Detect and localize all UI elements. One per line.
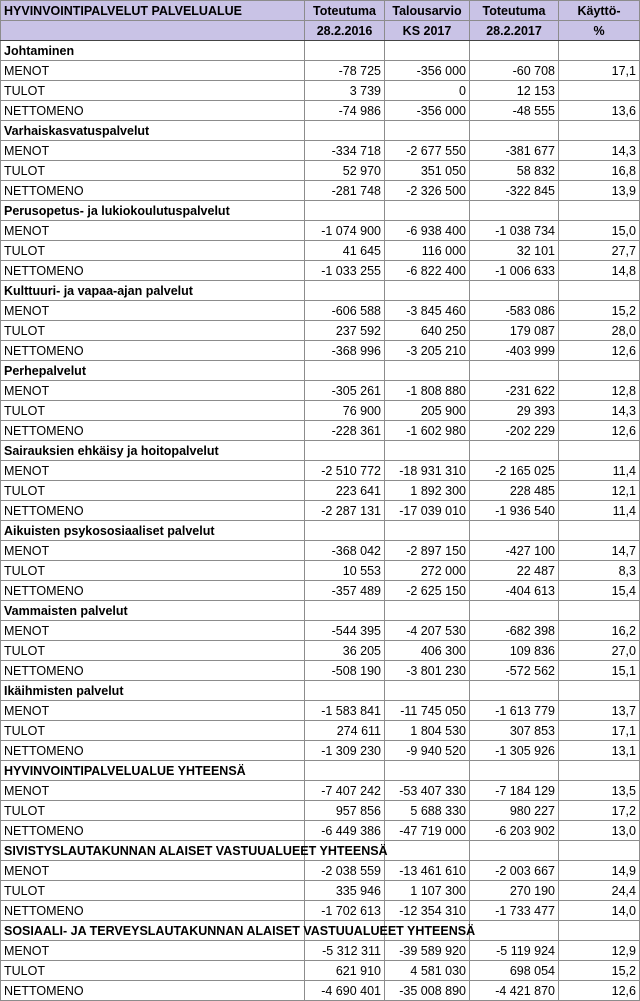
table-row xyxy=(1,321,640,341)
usage-percent-cell: 13,7 xyxy=(559,701,640,721)
table-row xyxy=(1,701,640,721)
header-col-actual-2016: Toteutuma xyxy=(305,1,385,21)
budget-2017-cell: -3 205 210 xyxy=(385,341,470,361)
table-row xyxy=(1,381,640,401)
row-label: MENOT xyxy=(1,941,305,961)
row-label: MENOT xyxy=(1,61,305,81)
row-label: MENOT xyxy=(1,141,305,161)
actual-2017-cell: -427 100 xyxy=(470,541,559,561)
table-row xyxy=(1,101,640,121)
usage-percent-cell: 15,1 xyxy=(559,661,640,681)
empty-cell xyxy=(385,441,470,461)
empty-cell xyxy=(470,841,559,861)
empty-cell xyxy=(305,41,385,61)
actual-2017-cell: 179 087 xyxy=(470,321,559,341)
empty-cell xyxy=(305,681,385,701)
usage-percent-cell: 24,4 xyxy=(559,881,640,901)
actual-2017-cell: -60 708 xyxy=(470,61,559,81)
empty-cell xyxy=(470,681,559,701)
row-label: TULOT xyxy=(1,401,305,421)
budget-2017-cell: -35 008 890 xyxy=(385,981,470,1001)
usage-percent-cell: 27,7 xyxy=(559,241,640,261)
usage-percent-cell: 13,0 xyxy=(559,821,640,841)
actual-2017-cell: -202 229 xyxy=(470,421,559,441)
actual-2017-cell: -404 613 xyxy=(470,581,559,601)
empty-cell xyxy=(559,841,640,861)
section-title: Sairauksien ehkäisy ja hoitopalvelut xyxy=(1,441,305,461)
usage-percent-cell: 15,0 xyxy=(559,221,640,241)
section-row xyxy=(1,921,640,941)
actual-2017-cell: -381 677 xyxy=(470,141,559,161)
section-title: HYVINVOINTIPALVELUALUE YHTEENSÄ xyxy=(1,761,305,781)
row-label: TULOT xyxy=(1,161,305,181)
empty-cell xyxy=(385,361,470,381)
table-row xyxy=(1,621,640,641)
empty-cell xyxy=(559,681,640,701)
table-row xyxy=(1,741,640,761)
header-row-2 xyxy=(1,21,640,41)
row-label: TULOT xyxy=(1,801,305,821)
row-label: MENOT xyxy=(1,621,305,641)
actual-2016-cell: -1 309 230 xyxy=(305,741,385,761)
header-date-2016: 28.2.2016 xyxy=(305,21,385,41)
actual-2016-cell: 41 645 xyxy=(305,241,385,261)
usage-percent-cell: 15,2 xyxy=(559,961,640,981)
usage-percent-cell: 13,6 xyxy=(559,101,640,121)
header-percent: % xyxy=(559,21,640,41)
table-row xyxy=(1,301,640,321)
row-label: MENOT xyxy=(1,701,305,721)
actual-2017-cell: -2 003 667 xyxy=(470,861,559,881)
table-row xyxy=(1,261,640,281)
section-row xyxy=(1,361,640,381)
usage-percent-cell: 16,8 xyxy=(559,161,640,181)
actual-2016-cell: -368 996 xyxy=(305,341,385,361)
table-row xyxy=(1,881,640,901)
table-row xyxy=(1,181,640,201)
usage-percent-cell: 12,6 xyxy=(559,341,640,361)
actual-2017-cell: -403 999 xyxy=(470,341,559,361)
actual-2016-cell: -606 588 xyxy=(305,301,385,321)
actual-2016-cell: -1 702 613 xyxy=(305,901,385,921)
actual-2016-cell: -4 690 401 xyxy=(305,981,385,1001)
actual-2016-cell: -78 725 xyxy=(305,61,385,81)
actual-2017-cell: -1 733 477 xyxy=(470,901,559,921)
table-row xyxy=(1,861,640,881)
budget-2017-cell: -356 000 xyxy=(385,101,470,121)
actual-2017-cell: 109 836 xyxy=(470,641,559,661)
table-row xyxy=(1,901,640,921)
empty-cell xyxy=(559,601,640,621)
usage-percent-cell: 14,3 xyxy=(559,141,640,161)
usage-percent-cell: 12,1 xyxy=(559,481,640,501)
empty-cell xyxy=(385,761,470,781)
actual-2016-cell: -1 583 841 xyxy=(305,701,385,721)
row-label: NETTOMENO xyxy=(1,421,305,441)
actual-2017-cell: 58 832 xyxy=(470,161,559,181)
actual-2016-cell: 52 970 xyxy=(305,161,385,181)
actual-2016-cell: -2 287 131 xyxy=(305,501,385,521)
usage-percent-cell: 13,5 xyxy=(559,781,640,801)
section-row xyxy=(1,841,640,861)
table-row xyxy=(1,421,640,441)
table-row xyxy=(1,721,640,741)
empty-cell xyxy=(385,281,470,301)
empty-cell xyxy=(385,841,470,861)
empty-cell xyxy=(385,121,470,141)
actual-2016-cell: 76 900 xyxy=(305,401,385,421)
usage-percent-cell: 17,2 xyxy=(559,801,640,821)
header-col-actual-2017: Toteutuma xyxy=(470,1,559,21)
actual-2017-cell: -4 421 870 xyxy=(470,981,559,1001)
actual-2016-cell: -2 510 772 xyxy=(305,461,385,481)
actual-2016-cell: 223 641 xyxy=(305,481,385,501)
section-title: SIVISTYSLAUTAKUNNAN ALAISET VASTUUALUEET YHTEENSÄ xyxy=(1,841,305,861)
section-row xyxy=(1,201,640,221)
actual-2017-cell: -48 555 xyxy=(470,101,559,121)
actual-2016-cell: 621 910 xyxy=(305,961,385,981)
section-row xyxy=(1,281,640,301)
budget-table-body xyxy=(1,1,640,1001)
actual-2017-cell: 22 487 xyxy=(470,561,559,581)
empty-cell xyxy=(385,41,470,61)
usage-percent-cell xyxy=(559,81,640,101)
actual-2016-cell: -305 261 xyxy=(305,381,385,401)
budget-2017-cell: -13 461 610 xyxy=(385,861,470,881)
empty-cell xyxy=(470,281,559,301)
actual-2017-cell: -682 398 xyxy=(470,621,559,641)
actual-2017-cell: 980 227 xyxy=(470,801,559,821)
row-label: NETTOMENO xyxy=(1,981,305,1001)
budget-2017-cell: -2 677 550 xyxy=(385,141,470,161)
header-area-title: HYVINVOINTIPALVELUT PALVELUALUE xyxy=(1,1,305,21)
budget-2017-cell: 4 581 030 xyxy=(385,961,470,981)
empty-cell xyxy=(470,41,559,61)
actual-2017-cell: -1 613 779 xyxy=(470,701,559,721)
budget-2017-cell: 640 250 xyxy=(385,321,470,341)
empty-cell xyxy=(470,441,559,461)
table-row xyxy=(1,221,640,241)
budget-2017-cell: -356 000 xyxy=(385,61,470,81)
table-row xyxy=(1,341,640,361)
actual-2017-cell: 228 485 xyxy=(470,481,559,501)
empty-cell xyxy=(470,521,559,541)
table-row xyxy=(1,541,640,561)
usage-percent-cell: 14,0 xyxy=(559,901,640,921)
budget-2017-cell: -1 808 880 xyxy=(385,381,470,401)
budget-2017-cell: -39 589 920 xyxy=(385,941,470,961)
empty-cell xyxy=(470,201,559,221)
empty-cell xyxy=(470,601,559,621)
actual-2017-cell: -1 038 734 xyxy=(470,221,559,241)
budget-2017-cell: -2 897 150 xyxy=(385,541,470,561)
actual-2016-cell: -357 489 xyxy=(305,581,385,601)
actual-2017-cell: -1 936 540 xyxy=(470,501,559,521)
actual-2017-cell: -5 119 924 xyxy=(470,941,559,961)
empty-cell xyxy=(559,41,640,61)
actual-2017-cell: -1 305 926 xyxy=(470,741,559,761)
actual-2017-cell: -572 562 xyxy=(470,661,559,681)
row-label: NETTOMENO xyxy=(1,581,305,601)
actual-2017-cell: -7 184 129 xyxy=(470,781,559,801)
empty-cell xyxy=(559,761,640,781)
actual-2016-cell: -7 407 242 xyxy=(305,781,385,801)
empty-cell xyxy=(385,681,470,701)
actual-2017-cell: -1 006 633 xyxy=(470,261,559,281)
table-row xyxy=(1,81,640,101)
usage-percent-cell: 15,4 xyxy=(559,581,640,601)
empty-cell xyxy=(559,521,640,541)
usage-percent-cell: 11,4 xyxy=(559,461,640,481)
actual-2016-cell: -544 395 xyxy=(305,621,385,641)
table-row xyxy=(1,641,640,661)
header-col-usage: Käyttö- xyxy=(559,1,640,21)
table-row xyxy=(1,941,640,961)
actual-2017-cell: -2 165 025 xyxy=(470,461,559,481)
actual-2016-cell: -368 042 xyxy=(305,541,385,561)
empty-cell xyxy=(305,521,385,541)
usage-percent-cell: 14,7 xyxy=(559,541,640,561)
budget-2017-cell: -6 938 400 xyxy=(385,221,470,241)
actual-2016-cell: -334 718 xyxy=(305,141,385,161)
section-row xyxy=(1,121,640,141)
row-label: TULOT xyxy=(1,481,305,501)
usage-percent-cell: 14,8 xyxy=(559,261,640,281)
section-row xyxy=(1,41,640,61)
budget-2017-cell: -47 719 000 xyxy=(385,821,470,841)
section-row xyxy=(1,681,640,701)
budget-2017-cell: -6 822 400 xyxy=(385,261,470,281)
actual-2017-cell: 29 393 xyxy=(470,401,559,421)
row-label: MENOT xyxy=(1,461,305,481)
table-row xyxy=(1,661,640,681)
actual-2016-cell: -1 033 255 xyxy=(305,261,385,281)
row-label: MENOT xyxy=(1,221,305,241)
budget-2017-cell: 351 050 xyxy=(385,161,470,181)
empty-cell xyxy=(305,361,385,381)
table-row xyxy=(1,161,640,181)
usage-percent-cell: 14,9 xyxy=(559,861,640,881)
budget-2017-cell: 1 804 530 xyxy=(385,721,470,741)
row-label: NETTOMENO xyxy=(1,661,305,681)
row-label: MENOT xyxy=(1,781,305,801)
usage-percent-cell: 17,1 xyxy=(559,61,640,81)
actual-2017-cell: -6 203 902 xyxy=(470,821,559,841)
section-title: Perusopetus- ja lukiokoulutuspalvelut xyxy=(1,201,305,221)
actual-2017-cell: 270 190 xyxy=(470,881,559,901)
actual-2016-cell: 274 611 xyxy=(305,721,385,741)
usage-percent-cell: 28,0 xyxy=(559,321,640,341)
table-row xyxy=(1,141,640,161)
row-label: NETTOMENO xyxy=(1,181,305,201)
row-label: MENOT xyxy=(1,861,305,881)
usage-percent-cell: 17,1 xyxy=(559,721,640,741)
empty-cell xyxy=(305,121,385,141)
usage-percent-cell: 13,1 xyxy=(559,741,640,761)
table-row xyxy=(1,241,640,261)
actual-2017-cell: -583 086 xyxy=(470,301,559,321)
row-label: TULOT xyxy=(1,961,305,981)
budget-2017-cell: -3 845 460 xyxy=(385,301,470,321)
header-col-budget-2017: Talousarvio xyxy=(385,1,470,21)
row-label: TULOT xyxy=(1,881,305,901)
table-row xyxy=(1,781,640,801)
actual-2016-cell: -2 038 559 xyxy=(305,861,385,881)
usage-percent-cell: 12,6 xyxy=(559,981,640,1001)
empty-cell xyxy=(305,761,385,781)
actual-2016-cell: -74 986 xyxy=(305,101,385,121)
section-title: Aikuisten psykososiaaliset palvelut xyxy=(1,521,305,541)
budget-2017-cell: 1 892 300 xyxy=(385,481,470,501)
header-row-1 xyxy=(1,1,640,21)
budget-2017-cell: -1 602 980 xyxy=(385,421,470,441)
actual-2016-cell: 36 205 xyxy=(305,641,385,661)
usage-percent-cell: 11,4 xyxy=(559,501,640,521)
empty-cell xyxy=(559,921,640,941)
table-row xyxy=(1,461,640,481)
usage-percent-cell: 14,3 xyxy=(559,401,640,421)
table-row xyxy=(1,501,640,521)
actual-2016-cell: 10 553 xyxy=(305,561,385,581)
row-label: TULOT xyxy=(1,321,305,341)
row-label: MENOT xyxy=(1,381,305,401)
actual-2016-cell: -228 361 xyxy=(305,421,385,441)
empty-cell xyxy=(385,201,470,221)
header-ks-2017: KS 2017 xyxy=(385,21,470,41)
actual-2016-cell: -1 074 900 xyxy=(305,221,385,241)
row-label: TULOT xyxy=(1,641,305,661)
budget-2017-cell: 205 900 xyxy=(385,401,470,421)
empty-cell xyxy=(470,361,559,381)
usage-percent-cell: 27,0 xyxy=(559,641,640,661)
actual-2017-cell: 698 054 xyxy=(470,961,559,981)
section-title: Ikäihmisten palvelut xyxy=(1,681,305,701)
empty-cell xyxy=(470,921,559,941)
actual-2017-cell: 32 101 xyxy=(470,241,559,261)
empty-cell xyxy=(305,441,385,461)
row-label: TULOT xyxy=(1,561,305,581)
empty-cell xyxy=(305,201,385,221)
row-label: NETTOMENO xyxy=(1,261,305,281)
section-row xyxy=(1,601,640,621)
budget-2017-cell: -4 207 530 xyxy=(385,621,470,641)
budget-2017-cell: -3 801 230 xyxy=(385,661,470,681)
table-row xyxy=(1,981,640,1001)
empty-cell xyxy=(559,121,640,141)
budget-2017-cell: -9 940 520 xyxy=(385,741,470,761)
empty-cell xyxy=(470,761,559,781)
usage-percent-cell: 13,9 xyxy=(559,181,640,201)
actual-2017-cell: 12 153 xyxy=(470,81,559,101)
budget-2017-cell: 5 688 330 xyxy=(385,801,470,821)
usage-percent-cell: 16,2 xyxy=(559,621,640,641)
section-row xyxy=(1,521,640,541)
section-title: Kulttuuri- ja vapaa-ajan palvelut xyxy=(1,281,305,301)
actual-2016-cell: 335 946 xyxy=(305,881,385,901)
budget-2017-cell: -11 745 050 xyxy=(385,701,470,721)
row-label: NETTOMENO xyxy=(1,741,305,761)
budget-2017-cell: -53 407 330 xyxy=(385,781,470,801)
table-row xyxy=(1,821,640,841)
empty-cell xyxy=(559,361,640,381)
row-label: NETTOMENO xyxy=(1,821,305,841)
budget-2017-cell: -2 326 500 xyxy=(385,181,470,201)
empty-cell xyxy=(385,601,470,621)
row-label: TULOT xyxy=(1,81,305,101)
table-row xyxy=(1,561,640,581)
usage-percent-cell: 8,3 xyxy=(559,561,640,581)
table-row xyxy=(1,801,640,821)
section-title: Varhaiskasvatuspalvelut xyxy=(1,121,305,141)
empty-cell xyxy=(305,601,385,621)
section-title: Johtaminen xyxy=(1,41,305,61)
table-row xyxy=(1,481,640,501)
row-label: TULOT xyxy=(1,721,305,741)
actual-2017-cell: 307 853 xyxy=(470,721,559,741)
actual-2016-cell: 237 592 xyxy=(305,321,385,341)
budget-2017-cell: 272 000 xyxy=(385,561,470,581)
actual-2016-cell: -6 449 386 xyxy=(305,821,385,841)
empty-cell xyxy=(385,521,470,541)
table-row xyxy=(1,581,640,601)
empty-cell xyxy=(470,121,559,141)
row-label: NETTOMENO xyxy=(1,501,305,521)
row-label: NETTOMENO xyxy=(1,101,305,121)
section-title: Perhepalvelut xyxy=(1,361,305,381)
actual-2017-cell: -322 845 xyxy=(470,181,559,201)
actual-2016-cell: 3 739 xyxy=(305,81,385,101)
row-label: NETTOMENO xyxy=(1,901,305,921)
actual-2016-cell: -5 312 311 xyxy=(305,941,385,961)
row-label: MENOT xyxy=(1,301,305,321)
empty-cell xyxy=(559,201,640,221)
budget-2017-cell: -12 354 310 xyxy=(385,901,470,921)
table-row xyxy=(1,61,640,81)
section-row xyxy=(1,761,640,781)
usage-percent-cell: 15,2 xyxy=(559,301,640,321)
row-label: NETTOMENO xyxy=(1,341,305,361)
usage-percent-cell: 12,9 xyxy=(559,941,640,961)
usage-percent-cell: 12,8 xyxy=(559,381,640,401)
empty-cell xyxy=(305,281,385,301)
actual-2016-cell: -281 748 xyxy=(305,181,385,201)
row-label: TULOT xyxy=(1,241,305,261)
section-title: Vammaisten palvelut xyxy=(1,601,305,621)
budget-2017-cell: -2 625 150 xyxy=(385,581,470,601)
empty-cell xyxy=(559,281,640,301)
actual-2016-cell: -508 190 xyxy=(305,661,385,681)
table-row xyxy=(1,961,640,981)
budget-2017-cell: -17 039 010 xyxy=(385,501,470,521)
header-blank xyxy=(1,21,305,41)
budget-2017-cell: 116 000 xyxy=(385,241,470,261)
budget-2017-cell: 1 107 300 xyxy=(385,881,470,901)
budget-2017-cell: 0 xyxy=(385,81,470,101)
empty-cell xyxy=(559,441,640,461)
section-title: SOSIAALI- JA TERVEYSLAUTAKUNNAN ALAISET VASTUUALUEET YHTEENSÄ xyxy=(1,921,305,941)
section-row xyxy=(1,441,640,461)
header-date-2017: 28.2.2017 xyxy=(470,21,559,41)
usage-percent-cell: 12,6 xyxy=(559,421,640,441)
table-row xyxy=(1,401,640,421)
row-label: MENOT xyxy=(1,541,305,561)
budget-2017-cell: 406 300 xyxy=(385,641,470,661)
actual-2017-cell: -231 622 xyxy=(470,381,559,401)
actual-2016-cell: 957 856 xyxy=(305,801,385,821)
budget-2017-cell: -18 931 310 xyxy=(385,461,470,481)
